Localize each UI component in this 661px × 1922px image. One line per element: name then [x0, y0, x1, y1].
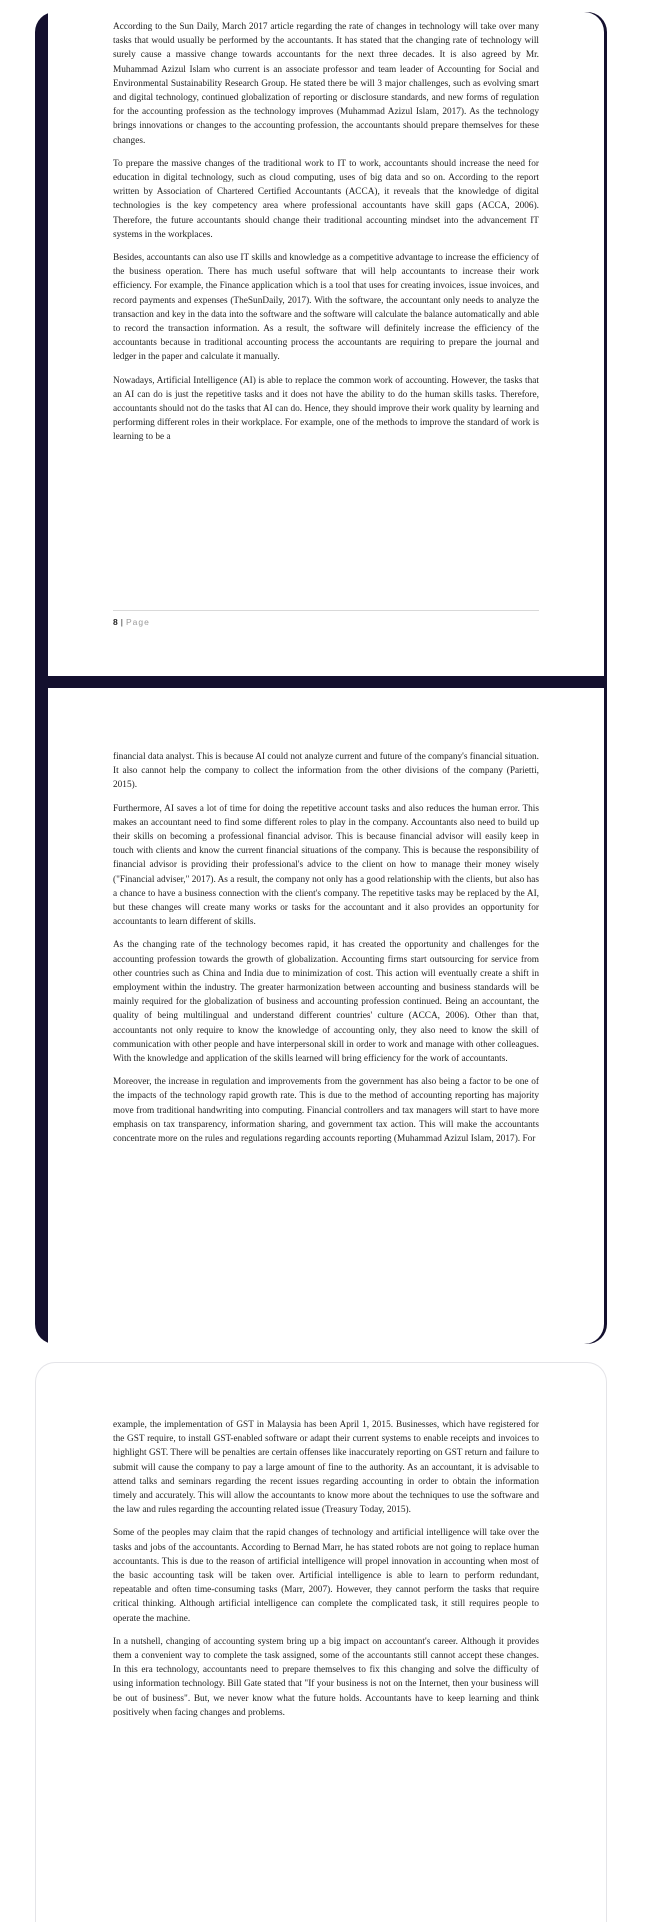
paragraph: example, the implementation of GST in Malaysia has been April 1, 2015. Businesses, which have registered for the GST require, to install GST-enabled software or adapt their current systems to enable receipts and invoices to highlight GST. There will be penalties are certain offenses like inaccurately reporting on GST return and failure to submit will cause the company to pay a large amount of fine to the authority. As an accountant, it is advisable to attend talks and seminars regarding the recent issues regarding accounting in order to obtain the information timely and accurately. This will allow the accountants to know more about the techniques to use the software and the law and rules regarding the accounting related issue (Treasury Today, 2015). [113, 1420, 539, 1516]
paragraph: Furthermore, AI saves a lot of time for doing the repetitive account tasks and also reduces the human error. This makes an accountant need to find some different roles to play in the company. Accountants also need to build up their skills on becoming a professional financial advisor. This is because financial advisor will easily keep in touch with clients and know the current financial situations of the company. This is because the responsibility of financial advisor is providing their professional's advice to the client on how to manage their money wisely ("Financial adviser," 2017). As a result, the company not only has a good relationship with the clients, but also has a chance to have a business connection with the client's company. The repetitive tasks may be replaced by the AI, but these changes will create many works or tasks for the accountant and it also provides an opportunity for accountants to learn different of skills. [113, 803, 539, 928]
paragraph: Besides, accountants can also use IT skills and knowledge as a competitive advantage to increase the efficiency of the business operation. There has much useful software that will help accountants to increase their work efficiency. For example, the Finance application which is a tool that uses for creating invoices, issue invoices, and record payments and expenses (TheSunDaily, 2017). With the software, the accountant only needs to analyze the transaction and key in the data into the software and the software will calculate the balance automatically and able to record the transaction information. As a result, the software will definitely increase the efficiency of the accountants because in traditional accounting process the accountants are requiring to prepare the journal and ledger in the paper and calculate it manually. [113, 253, 539, 363]
paragraph: According to the Sun Daily, March 2017 article regarding the rate of changes in technology will take over many tasks that would usually be performed by the accountants. It has stated that the changing rate of technology will surely cause a massive change towards accountants for the next three decades. It is also agreed by Mr. Muhammad Azizul Islam who current is an associate professor and team leader of Accounting for Social and Environmental Sustainability Research Group. He stated there be will 3 major challenges, such as evolving smart and digital technology, continued globalization of reporting or disclosure standards, and new forms of regulation for the accounting profession as the technology improves (Muhammad Azizul Islam, 2017). As the technology brings innovations or changes to the accounting profession, the accountants should prepare themselves for these changes. [113, 22, 539, 146]
paragraph: Some of the peoples may claim that the rapid changes of technology and artificial intelligence will take over the tasks and jobs of the accountants. According to Bernad Marr, he has stated robots are not going to replace human accountants. This is due to the reason of artificial intelligence will propel innovation in accounting when most of the basic accounting task will be taken over. Artificial intelligence is able to learn to perform redundant, repeatable and often time-consuming tasks (Marr, 2007). However, they cannot perform the tasks that require critical thinking. Although artificial intelligence can complete the complicated task, it still requires people to operate the machine. [113, 1528, 539, 1624]
paragraph: financial data analyst. This is because AI could not analyze current and future of the company's financial situation. It also cannot help the company to collect the information from the other divisions of the company (Parietti, 2015). [113, 752, 539, 791]
page-10-body [113, 1418, 539, 1729]
page-footer [113, 610, 539, 627]
page-separator: | [120, 617, 123, 627]
page-9-body [113, 750, 539, 1155]
page-number: 8 [113, 617, 118, 627]
paragraph: Moreover, the increase in regulation and improvements from the government has also being a factor to be one of the impacts of the technology rapid growth rate. This is due to the method of accounting reporting has majority move from traditional handwriting into computing. Financial controllers and tax managers will start to have more emphasis on tax transparency, information sharing, and government tax action. This will make the accountants concentrate more on the rules and regulations regarding accounts reporting (Muhammad Azizul Islam, 2017). For [113, 1077, 539, 1145]
paragraph: To prepare the massive changes of the traditional work to IT to work, accountants should increase the need for education in digital technology, such as cloud computing, uses of big data and so on. According to the report written by Association of Chartered Certified Accountants (ACCA), it reveals that the knowledge of digital technologies is the key competency area where professional accountants have skill gaps (ACCA, 2006). Therefore, the future accountants should change their traditional accounting mindset into the advancement IT systems in the workplaces. [113, 158, 539, 240]
paragraph: In a nutshell, changing of accounting system bring up a big impact on accountant's career. Although it provides them a convenient way to complete the task assigned, some of the accountants still cannot accept these changes. In this era technology, accountants need to prepare themselves to fix this changing and solve the difficulty of using information technology. Bill Gate stated that "If your business is not on the Internet, then your business will be out of business". But, we never know what the future holds. Accountants have to keep learning and think positively when facing changes and problems. [113, 1636, 539, 1718]
paragraph: As the changing rate of the technology becomes rapid, it has created the opportunity and challenges for the accounting profession towards the growth of globalization. Accounting firms start outsourcing for service from other countries such as China and India due to minimization of cost. This action will eventually create a shift in employment within the industry. The greater harmonization between accounting and business standards will be mainly required for the globalization of business and accounting profession continued. Being an accountant, the quality of being multilingual and understand different countries' culture (ACCA, 2006). Other than that, accountants not only require to know the knowledge of accounting only, they also need to know the skill of communication with other people and have interpersonal skill in order to work and manage with other colleagues. With the knowledge and application of the skills learned will bring efficiency for the work of accountants. [113, 940, 539, 1065]
page-8-body [113, 20, 539, 454]
paragraph: Nowadays, Artificial Intelligence (AI) is able to replace the common work of accounting. However, the tasks that an AI can do is just the repetitive tasks and it does not have the ability to do the human skills tasks. Therefore, accountants should not do the tasks that AI can do. Hence, they should improve their work quality by learning and performing different roles in their workplace. For example, one of the methods to improve the standard of work is learning to be a [113, 375, 539, 443]
page-label: Page [125, 617, 150, 627]
